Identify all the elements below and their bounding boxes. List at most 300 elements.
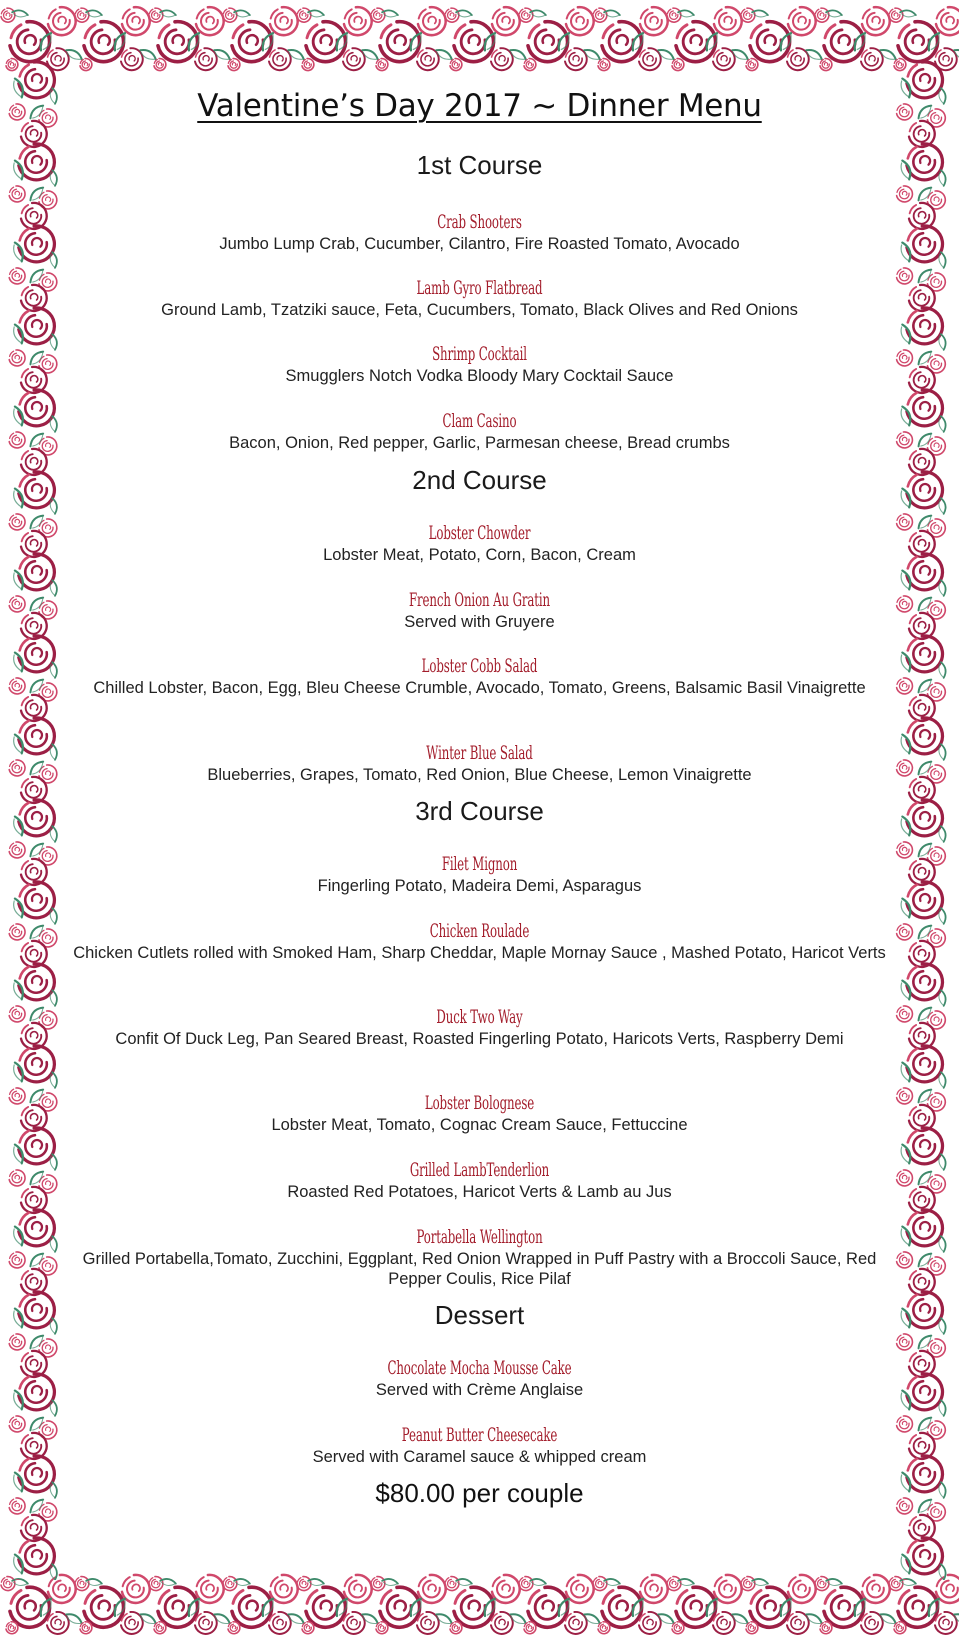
rose-icon <box>667 8 681 22</box>
dish-description: Blueberries, Grapes, Tomato, Red Onion, Blue Cheese, Lemon Vinaigrette <box>207 766 752 784</box>
leaf-icon <box>28 1415 46 1433</box>
rose-icon <box>907 1374 943 1410</box>
rose-icon <box>121 48 143 70</box>
dish-item <box>70 521 889 565</box>
rose-icon <box>19 472 55 508</box>
dish-item <box>70 654 889 698</box>
rose-icon <box>270 7 298 35</box>
rose-icon <box>9 678 25 694</box>
rose-icon <box>897 268 913 284</box>
rose-icon <box>228 59 240 71</box>
rose-icon <box>787 1612 809 1634</box>
course-heading-1: 1st Course <box>416 150 543 180</box>
rose-icon <box>269 1612 291 1634</box>
rose-icon <box>907 800 943 836</box>
rose-icon <box>907 390 943 426</box>
dish-name: French Onion Au Gratin <box>409 589 550 611</box>
rose-icon <box>302 1622 314 1634</box>
leaf-icon <box>28 1333 46 1351</box>
dish-description: Chicken Cutlets rolled with Smoked Ham, Sharp Cheddar, Maple Mornay Sauce , Mashed Potato, Haricot Verts <box>73 944 886 962</box>
rose-icon <box>897 842 913 858</box>
dish-item <box>70 1158 889 1202</box>
rose-icon <box>714 7 742 35</box>
rose-icon <box>445 1577 459 1591</box>
rose-icon <box>672 1622 684 1634</box>
leaf-icon <box>899 159 913 181</box>
rose-icon <box>196 1575 224 1603</box>
leaf-icon <box>11 1143 25 1165</box>
dish-item <box>70 1225 889 1289</box>
rose-icon <box>454 22 494 62</box>
rose-icon <box>19 308 55 344</box>
rose-icon <box>897 678 913 694</box>
rose-icon <box>9 1088 25 1104</box>
rose-border-right <box>893 60 951 1580</box>
rose-icon <box>19 1292 55 1328</box>
leaf-icon <box>899 979 913 1001</box>
rose-icon <box>593 1577 607 1591</box>
rose-icon <box>907 718 943 754</box>
dish-description: Ground Lamb, Tzatziki sauce, Feta, Cucumbers, Tomato, Black Olives and Red Onions <box>161 301 798 319</box>
rose-icon <box>149 1577 163 1591</box>
leaf-icon <box>11 159 25 181</box>
rose-icon <box>566 1575 594 1603</box>
rose-icon <box>9 104 25 120</box>
rose-icon <box>19 636 55 672</box>
rose-icon <box>907 636 943 672</box>
dish-description: Smugglers Notch Vodka Bloody Mary Cocktail Sauce <box>285 367 674 385</box>
rose-icon <box>602 1587 642 1627</box>
leaf-icon <box>11 1471 25 1493</box>
rose-icon <box>746 59 758 71</box>
rose-icon <box>228 1622 240 1634</box>
dish-description: Bacon, Onion, Red pepper, Garlic, Parmesan cheese, Bread crumbs <box>229 434 730 452</box>
leaf-icon <box>899 405 913 427</box>
dish-description: Lobster Meat, Tomato, Cognac Cream Sauce, Fettuccine <box>271 1116 688 1134</box>
leaf-icon <box>11 323 25 345</box>
rose-icon <box>746 1622 758 1634</box>
rose-icon <box>9 350 25 366</box>
rose-icon <box>306 1587 346 1627</box>
leaf-icon <box>28 513 46 531</box>
rose-icon <box>519 8 533 22</box>
rose-icon <box>897 596 913 612</box>
leaf-icon <box>899 323 913 345</box>
course-heading-dessert: Dessert <box>434 1300 525 1330</box>
rose-icon <box>907 1128 943 1164</box>
dish-description: Roasted Red Potatoes, Haricot Verts & Lamb au Jus <box>287 1183 672 1201</box>
leaf-icon <box>11 979 25 1001</box>
rose-icon <box>907 1538 943 1574</box>
dish-item <box>70 919 889 963</box>
dish-description: Lobster Meat, Potato, Corn, Bacon, Cream <box>323 546 636 564</box>
rose-icon <box>19 62 55 98</box>
rose-icon <box>750 22 790 62</box>
rose-icon <box>862 7 890 35</box>
rose-icon <box>196 7 224 35</box>
rose-icon <box>344 1575 372 1603</box>
rose-icon <box>380 22 420 62</box>
rose-icon <box>6 1622 18 1634</box>
rose-icon <box>815 8 829 22</box>
leaf-icon <box>28 1579 46 1580</box>
rose-icon <box>907 1046 943 1082</box>
rose-icon <box>9 924 25 940</box>
rose-icon <box>19 1374 55 1410</box>
leaf-icon <box>899 1389 913 1411</box>
dish-description: Chilled Lobster, Bacon, Egg, Bleu Cheese Crumble, Avocado, Tomato, Greens, Balsamic Basil Vinaigrette <box>93 679 866 697</box>
leaf-icon <box>28 267 46 285</box>
leaf-icon <box>28 677 46 695</box>
rose-icon <box>195 1612 217 1634</box>
rose-icon <box>223 8 237 22</box>
rose-icon <box>897 1252 913 1268</box>
dish-item <box>70 1005 889 1049</box>
menu-title: Valentine’s Day 2017 ~ Dinner Menu <box>197 88 762 124</box>
dish-description: Served with Crème Anglaise <box>375 1381 584 1399</box>
leaf-icon <box>899 1143 913 1165</box>
leaf-icon <box>899 77 913 99</box>
rose-icon <box>418 1575 446 1603</box>
rose-icon <box>47 1612 69 1634</box>
rose-icon <box>19 226 55 262</box>
rose-icon <box>9 1006 25 1022</box>
rose-icon <box>897 104 913 120</box>
rose-icon <box>907 882 943 918</box>
rose-icon <box>897 514 913 530</box>
leaf-icon <box>28 595 46 613</box>
rose-border-left <box>6 60 62 1580</box>
dish-item <box>70 342 889 386</box>
rose-icon <box>19 390 55 426</box>
rose-icon <box>492 7 520 35</box>
rose-icon <box>297 8 311 22</box>
rose-icon <box>897 1498 913 1514</box>
leaf-icon <box>11 733 25 755</box>
rose-icon <box>820 59 832 71</box>
dish-name: Lobster Chowder <box>428 522 531 544</box>
rose-icon <box>593 8 607 22</box>
rose-icon <box>907 226 943 262</box>
rose-icon <box>269 48 291 70</box>
dish-name: Chocolate Mocha Mousse Cake <box>387 1357 572 1379</box>
leaf-icon <box>28 1497 46 1515</box>
price-per-couple: $80.00 per couple <box>375 1478 584 1508</box>
rose-icon <box>19 1210 55 1246</box>
rose-icon <box>897 1416 913 1432</box>
dish-description: Served with Caramel sauce & whipped cream <box>312 1448 647 1466</box>
rose-icon <box>862 1575 890 1603</box>
leaf-icon <box>11 815 25 837</box>
dish-name: Filet Mignon <box>441 853 518 875</box>
rose-icon <box>491 48 513 70</box>
dish-item <box>70 741 889 785</box>
dish-item <box>70 210 889 254</box>
rose-icon <box>713 48 735 70</box>
dish-description: Jumbo Lump Crab, Cucumber, Cilantro, Fire Roasted Tomato, Avocado <box>219 235 740 253</box>
dish-name: Portabella Wellington <box>416 1226 543 1248</box>
leaf-icon <box>11 897 25 919</box>
dish-item <box>70 852 889 896</box>
rose-icon <box>376 59 388 71</box>
rose-icon <box>121 1612 143 1634</box>
leaf-icon <box>11 1553 25 1575</box>
rose-icon <box>565 1612 587 1634</box>
rose-icon <box>19 718 55 754</box>
rose-icon <box>418 7 446 35</box>
leaf-icon <box>28 759 46 777</box>
rose-icon <box>898 22 938 62</box>
rose-icon <box>936 7 959 35</box>
rose-icon <box>297 1577 311 1591</box>
dish-item <box>70 409 889 453</box>
rose-icon <box>19 554 55 590</box>
dish-item <box>70 1356 889 1400</box>
rose-icon <box>158 1587 198 1627</box>
rose-icon <box>639 1612 661 1634</box>
rose-icon <box>713 1612 735 1634</box>
rose-icon <box>232 1587 272 1627</box>
leaf-icon <box>28 103 46 121</box>
rose-icon <box>894 1622 906 1634</box>
rose-icon <box>9 596 25 612</box>
rose-icon <box>19 1128 55 1164</box>
leaf-icon <box>11 569 25 591</box>
rose-icon <box>84 22 124 62</box>
rose-icon <box>450 1622 462 1634</box>
rose-icon <box>907 144 943 180</box>
rose-icon <box>787 48 809 70</box>
leaf-icon <box>11 651 25 673</box>
rose-icon <box>1 8 15 22</box>
rose-icon <box>824 22 864 62</box>
rose-icon <box>343 1612 365 1634</box>
rose-icon <box>19 144 55 180</box>
rose-icon <box>907 1456 943 1492</box>
leaf-icon <box>899 1307 913 1329</box>
rose-icon <box>492 1575 520 1603</box>
rose-icon <box>528 22 568 62</box>
leaf-icon <box>899 1061 913 1083</box>
rose-icon <box>566 7 594 35</box>
rose-icon <box>898 1587 938 1627</box>
leaf-icon <box>28 841 46 859</box>
rose-icon <box>371 8 385 22</box>
leaf-icon <box>28 1005 46 1023</box>
rose-icon <box>824 1587 864 1627</box>
rose-icon <box>371 1577 385 1591</box>
rose-icon <box>897 760 913 776</box>
rose-icon <box>19 964 55 1000</box>
dish-description: Confit Of Duck Leg, Pan Seared Breast, Roasted Fingerling Potato, Haricots Verts, Raspberry Demi <box>115 1030 844 1048</box>
rose-icon <box>376 1622 388 1634</box>
dish-description: Served with Gruyere <box>404 613 555 631</box>
leaf-icon <box>899 1225 913 1247</box>
rose-icon <box>907 1210 943 1246</box>
rose-icon <box>889 8 903 22</box>
course-heading-2: 2nd Course <box>412 465 547 495</box>
rose-icon <box>9 1416 25 1432</box>
rose-icon <box>815 1577 829 1591</box>
rose-icon <box>676 1587 716 1627</box>
rose-icon <box>80 59 92 71</box>
dish-item <box>70 1091 889 1135</box>
rose-icon <box>80 1622 92 1634</box>
dish-item <box>70 1423 889 1467</box>
rose-icon <box>9 1170 25 1186</box>
dish-name: Lobster Cobb Salad <box>421 655 538 677</box>
rose-icon <box>48 7 76 35</box>
rose-icon <box>640 1575 668 1603</box>
rose-icon <box>907 472 943 508</box>
rose-icon <box>897 432 913 448</box>
rose-icon <box>788 1575 816 1603</box>
dish-name: Lobster Bolognese <box>424 1092 535 1114</box>
dish-name: Peanut Butter Cheesecake <box>401 1424 558 1446</box>
rose-icon <box>232 22 272 62</box>
leaf-icon <box>28 1087 46 1105</box>
rose-icon <box>676 22 716 62</box>
rose-border-bottom <box>0 1570 959 1638</box>
rose-icon <box>897 1170 913 1186</box>
rose-icon <box>897 1334 913 1350</box>
rose-icon <box>639 48 661 70</box>
rose-icon <box>897 1088 913 1104</box>
rose-icon <box>344 7 372 35</box>
rose-icon <box>343 48 365 70</box>
rose-icon <box>9 268 25 284</box>
leaf-icon <box>11 1061 25 1083</box>
rose-icon <box>75 8 89 22</box>
rose-icon <box>302 59 314 71</box>
rose-icon <box>667 1577 681 1591</box>
rose-icon <box>306 22 346 62</box>
rose-icon <box>524 1622 536 1634</box>
rose-icon <box>750 1587 790 1627</box>
rose-icon <box>9 842 25 858</box>
rose-icon <box>270 1575 298 1603</box>
rose-icon <box>122 1575 150 1603</box>
rose-icon <box>897 186 913 202</box>
rose-icon <box>450 59 462 71</box>
rose-icon <box>84 1587 124 1627</box>
rose-icon <box>9 1334 25 1350</box>
leaf-icon <box>899 897 913 919</box>
dish-name: Lamb Gyro Flatbread <box>416 277 543 299</box>
rose-icon <box>9 514 25 530</box>
rose-icon <box>598 1622 610 1634</box>
leaf-icon <box>899 733 913 755</box>
rose-icon <box>9 760 25 776</box>
rose-icon <box>10 1587 50 1627</box>
rose-icon <box>820 1622 832 1634</box>
rose-border-top <box>0 0 959 76</box>
rose-icon <box>9 186 25 202</box>
leaf-icon <box>11 405 25 427</box>
rose-icon <box>524 59 536 71</box>
leaf-icon <box>11 1389 25 1411</box>
rose-icon <box>788 7 816 35</box>
dish-description: Fingerling Potato, Madeira Demi, Asparagus <box>317 877 642 895</box>
dish-name: Crab Shooters <box>437 211 522 233</box>
rose-icon <box>861 48 883 70</box>
rose-icon <box>907 308 943 344</box>
dish-name: Winter Blue Salad <box>426 742 533 764</box>
rose-icon <box>19 1538 55 1574</box>
rose-icon <box>223 1577 237 1591</box>
rose-icon <box>154 59 166 71</box>
rose-icon <box>598 59 610 71</box>
leaf-icon <box>916 1579 934 1580</box>
rose-icon <box>9 1498 25 1514</box>
leaf-icon <box>11 487 25 509</box>
rose-icon <box>445 8 459 22</box>
rose-icon <box>602 22 642 62</box>
dish-name: Chicken Roulade <box>429 920 530 942</box>
dish-name: Clam Casino <box>442 410 517 432</box>
rose-icon <box>158 22 198 62</box>
rose-icon <box>122 7 150 35</box>
rose-icon <box>417 48 439 70</box>
leaf-icon <box>28 349 46 367</box>
rose-icon <box>19 1046 55 1082</box>
rose-icon <box>491 1612 513 1634</box>
rose-icon <box>897 924 913 940</box>
dish-name: Duck Two Way <box>436 1006 523 1028</box>
leaf-icon <box>28 185 46 203</box>
rose-icon <box>10 22 50 62</box>
rose-icon <box>154 1622 166 1634</box>
rose-icon <box>528 1587 568 1627</box>
rose-icon <box>195 48 217 70</box>
leaf-icon <box>899 241 913 263</box>
rose-icon <box>897 350 913 366</box>
rose-icon <box>380 1587 420 1627</box>
leaf-icon <box>899 815 913 837</box>
leaf-icon <box>11 77 25 99</box>
rose-icon <box>907 62 943 98</box>
rose-icon <box>861 1612 883 1634</box>
rose-icon <box>9 432 25 448</box>
rose-icon <box>907 1292 943 1328</box>
leaf-icon <box>28 923 46 941</box>
rose-icon <box>741 1577 755 1591</box>
rose-icon <box>19 1456 55 1492</box>
rose-icon <box>935 1612 957 1634</box>
dish-description: Grilled Portabella,Tomato, Zucchini, Eggplant, Red Onion Wrapped in Puff Pastry with a Broccoli Sauce, Red Pepper Coulis, Rice Pilaf <box>82 1250 877 1288</box>
leaf-icon <box>899 1553 913 1575</box>
leaf-icon <box>11 1225 25 1247</box>
rose-icon <box>907 964 943 1000</box>
rose-icon <box>75 1577 89 1591</box>
leaf-icon <box>28 1169 46 1187</box>
dish-name: Grilled LambTenderlion <box>409 1159 550 1181</box>
dish-item <box>70 276 889 320</box>
rose-icon <box>897 1006 913 1022</box>
leaf-icon <box>11 1307 25 1329</box>
leaf-icon <box>899 651 913 673</box>
course-heading-3: 3rd Course <box>415 796 544 826</box>
rose-icon <box>672 59 684 71</box>
rose-icon <box>714 1575 742 1603</box>
rose-icon <box>741 8 755 22</box>
rose-icon <box>19 882 55 918</box>
rose-icon <box>454 1587 494 1627</box>
leaf-icon <box>28 431 46 449</box>
rose-icon <box>149 8 163 22</box>
leaf-icon <box>899 487 913 509</box>
rose-icon <box>519 1577 533 1591</box>
